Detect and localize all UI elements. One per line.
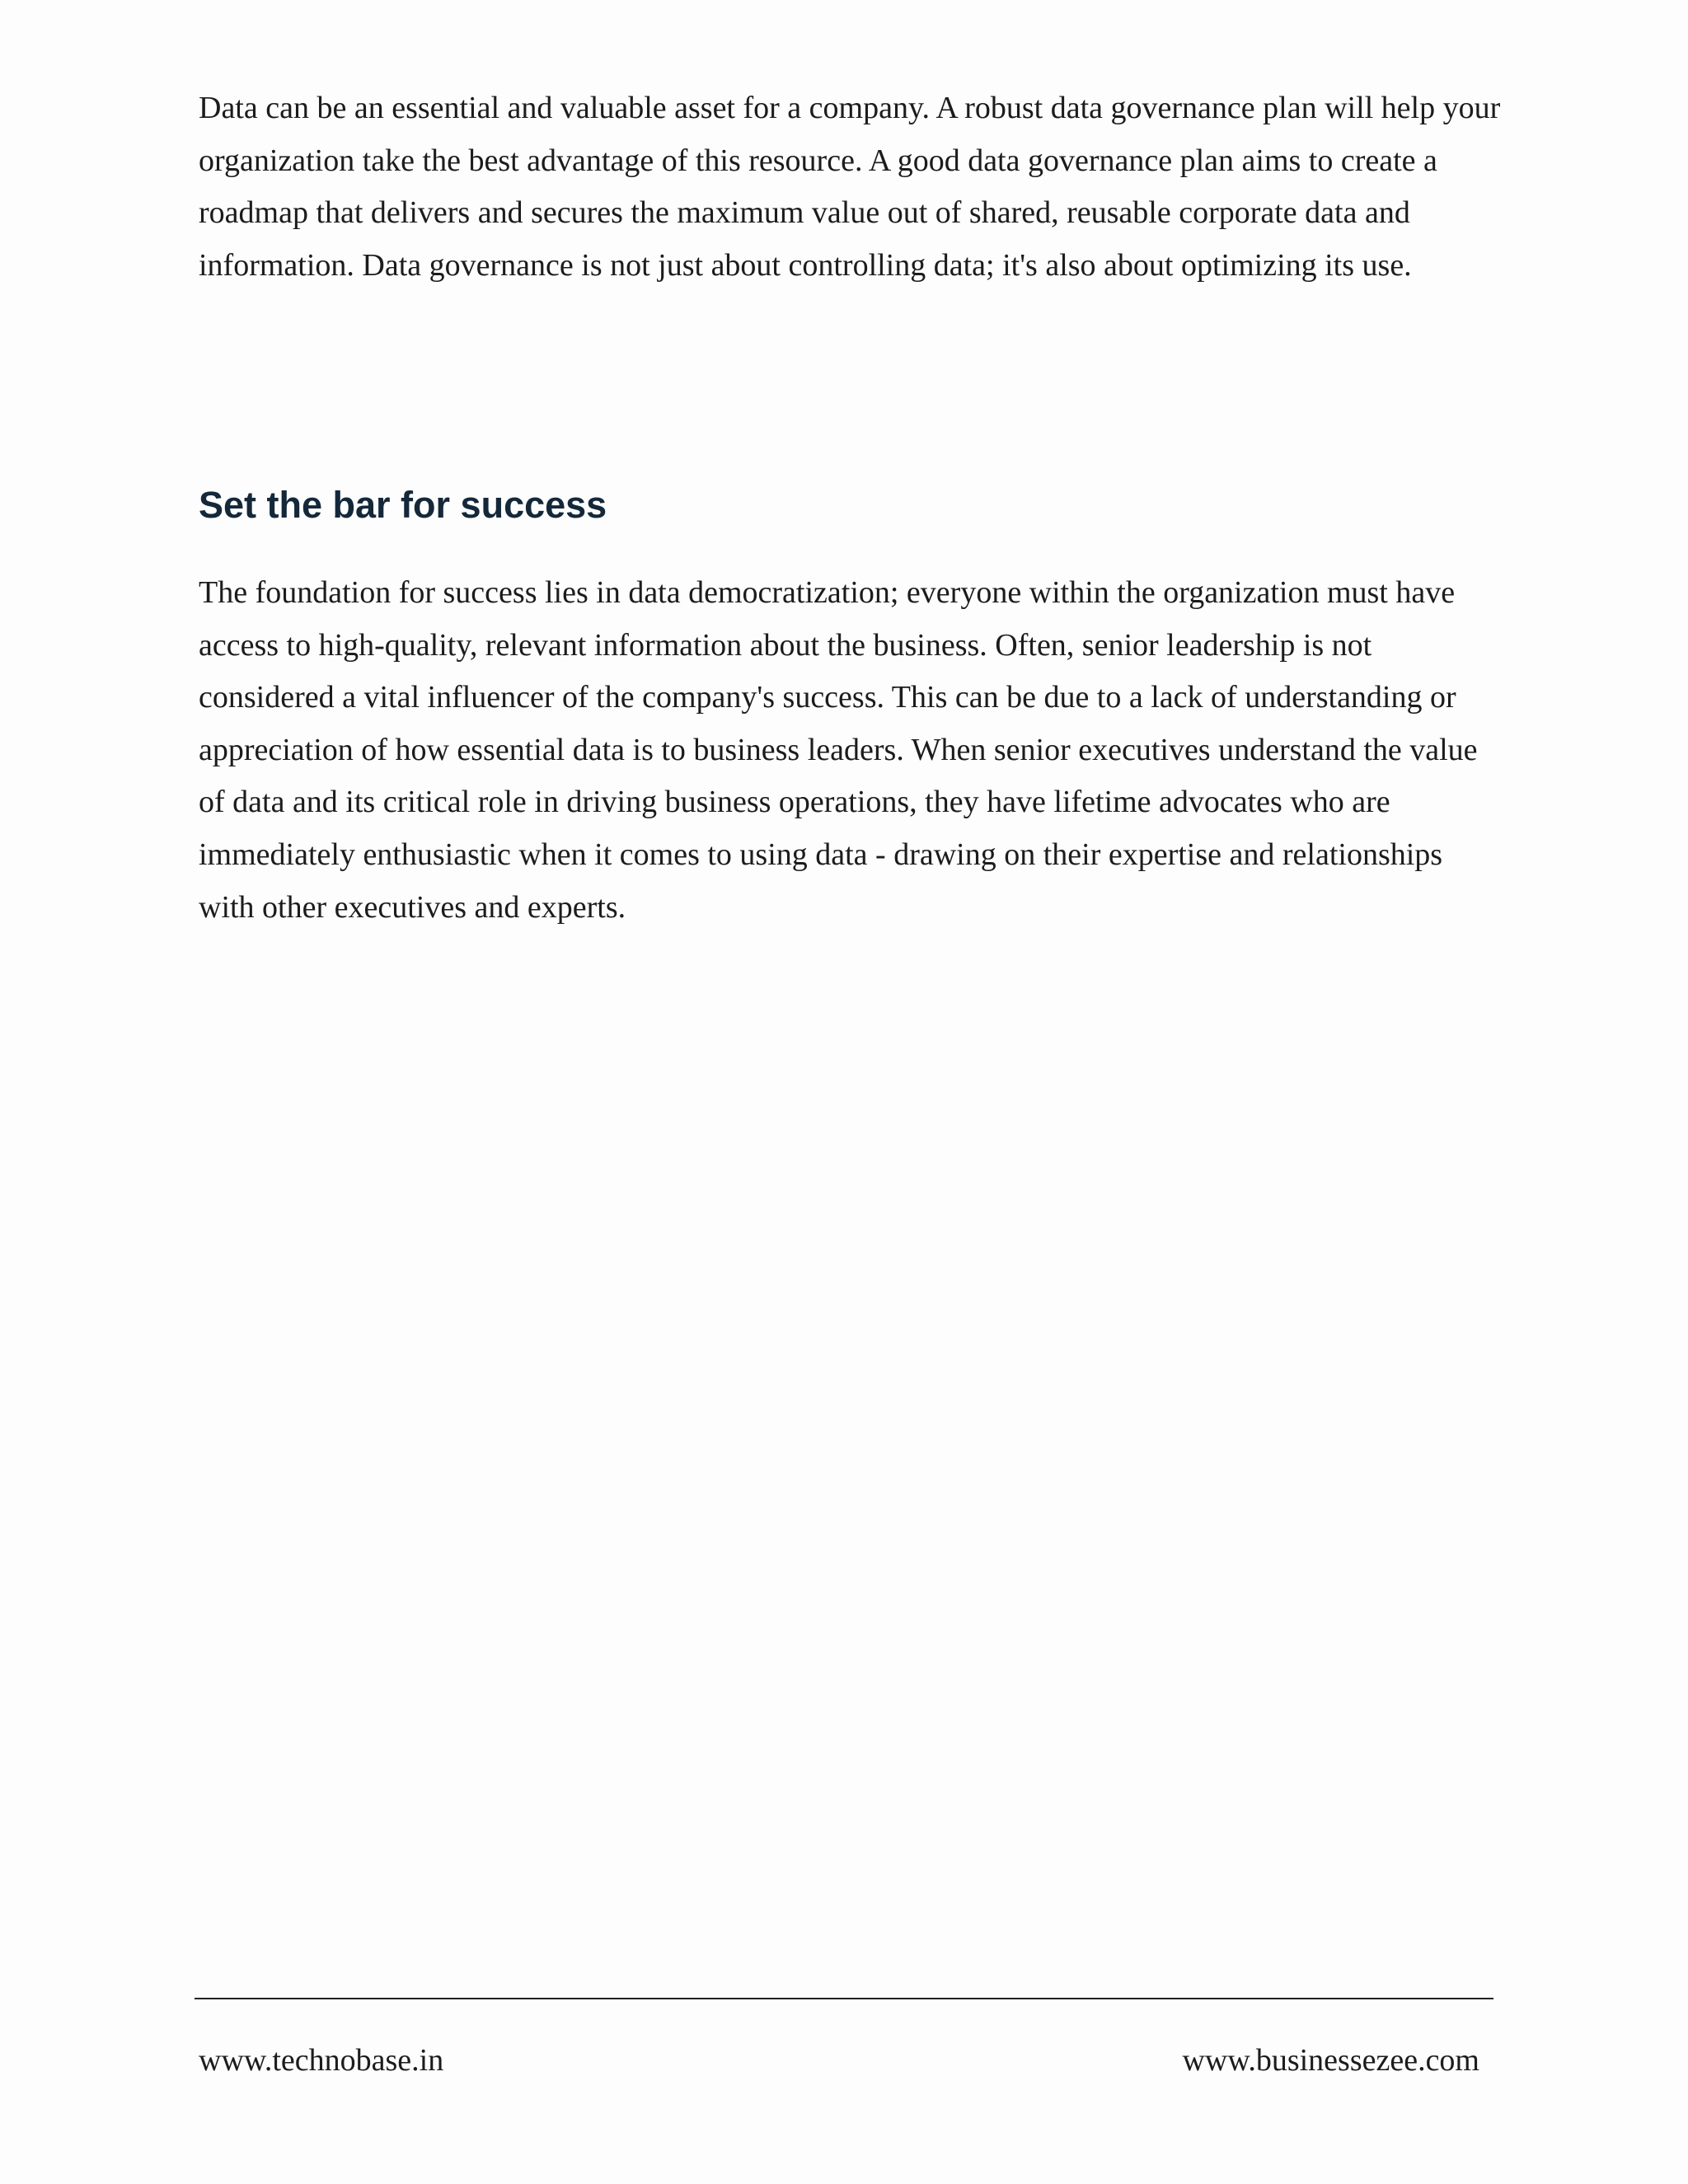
footer-link-technobase[interactable]: www.technobase.in	[199, 2043, 444, 2078]
section-heading: Set the bar for success	[199, 484, 607, 526]
footer-divider	[195, 1998, 1493, 1999]
footer-link-businessezee[interactable]: www.businessezee.com	[1182, 2043, 1479, 2078]
intro-paragraph: Data can be an essential and valuable asset for a company. A robust data governance plan will help your organization take the best advantage of this resource. A good data governance plan aims to create a roadmap that delivers and secures the maximum value out of shared, reusable corporate data and information. Data governance is not just about controlling data; it's also about optimizing its use.	[199, 91, 1501, 283]
section-paragraph: The foundation for success lies in data democratization; everyone within the organization must have access to high-quality, relevant information about the business. Often, senior leadership is not considered a vital influencer of the company's success. This can be due to a lack of understanding or appreciation of how essential data is to business leaders. When senior executives understand the value of data and its critical role in driving business operations, they have lifetime advocates who are immediately enthusiastic when it comes to using data - drawing on their expertise and relationships with other executives and experts.	[199, 575, 1478, 925]
